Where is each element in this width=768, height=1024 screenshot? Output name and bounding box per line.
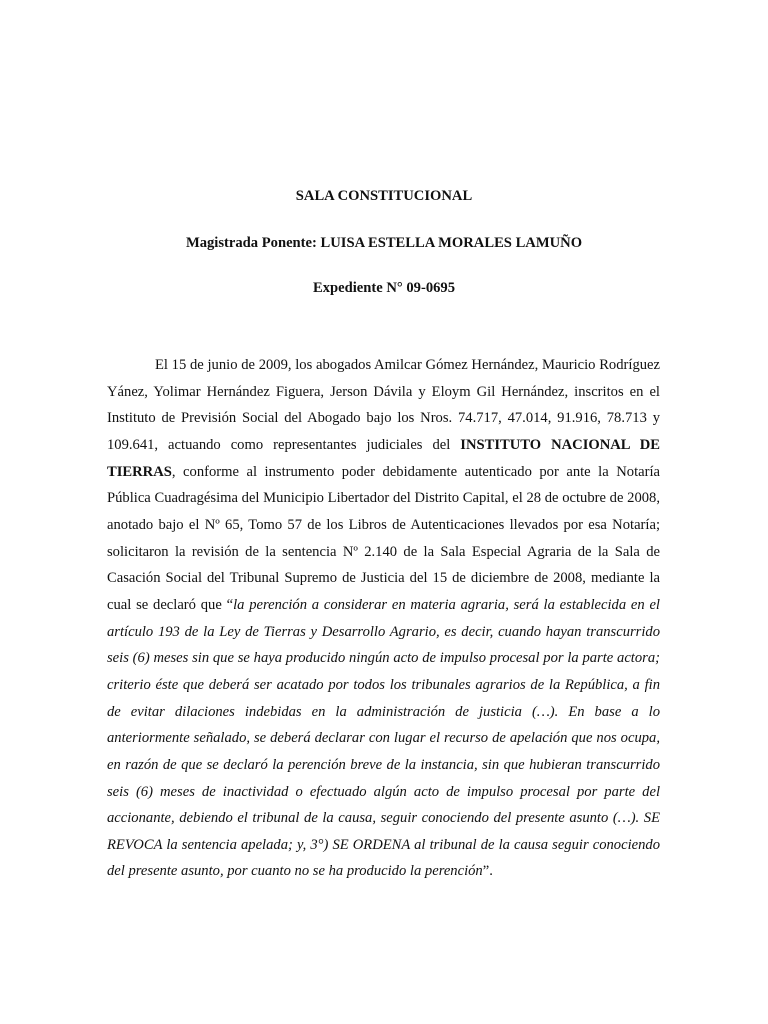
court-title (0, 186, 768, 206)
court-title-text: SALA CONSTITUCIONAL (295, 188, 473, 204)
quote-close: ”. (482, 863, 493, 880)
magistrate-name: LUISA ESTELLA MORALES LAMUÑO (320, 235, 583, 251)
institution-name: INSTITUTO NACIONAL DE TIERRAS (107, 436, 660, 480)
paragraph-part-1: El 15 de junio de 2009, los abogados Amilcar Gómez Hernández, Mauricio Rodríguez Yánez, Yolimar Hernández Figuera, Jerson Dávila y Eloym Gil Hernández, inscritos en el Instituto de Previsión Social del Abogado bajo los Nros. 74.717, 47.014, 91.916, 78.713 y 109.641, actuando como representantes judiciales del (107, 357, 660, 453)
paragraph-part-2: , conforme al instrumento poder debidamente autenticado por ante la Notaría Pública Cuadragésima del Municipio Libertador del Distrito Capital, el 28 de octubre de 2008, anotado bajo el Nº 65, Tomo 57 de los Libros de Autenticaciones llevados por esa Notaría; solicitaron la revisión de la sentencia Nº 2.140 de la Sala Especial Agraria de la Sala de Casación Social del Tribunal Supremo de Justicia del 15 de diciembre de 2008, mediante la cual se declaró que “ (107, 463, 660, 613)
body-paragraph (107, 352, 660, 885)
magistrate-line (0, 233, 768, 253)
magistrate-label: Magistrada Ponente: (185, 235, 317, 251)
case-number (0, 278, 768, 298)
quoted-ruling: la perención a considerar en materia agraria, será la establecida en el artículo 193 de la Ley de Tierras y Desarrollo Agrario, es decir, cuando hayan transcurrido seis (6) meses sin que se haya producido ningún acto de impulso procesal por la parte actora; criterio éste que deberá ser acatado por todos los tribunales agrarios de la República, a fin de evitar dilaciones indebidas en la administración de justicia (…). En base a lo anteriormente señalado, se deberá declarar con lugar el recurso de apelación que nos ocupa, en razón de que se declaró la perención breve de la instancia, sin que hubieran transcurrido seis (6) meses de inactividad o efectuado algún acto de impulso procesal por parte del accionante, debiendo el tribunal de la causa, seguir conociendo del presente asunto (…). SE REVOCA la sentencia apelada; y, 3°) SE ORDENA al tribunal de la causa seguir conociendo del presente asunto, por cuanto no se ha producido la perención (107, 596, 660, 880)
case-number-text: Expediente N° 09-0695 (312, 280, 456, 296)
